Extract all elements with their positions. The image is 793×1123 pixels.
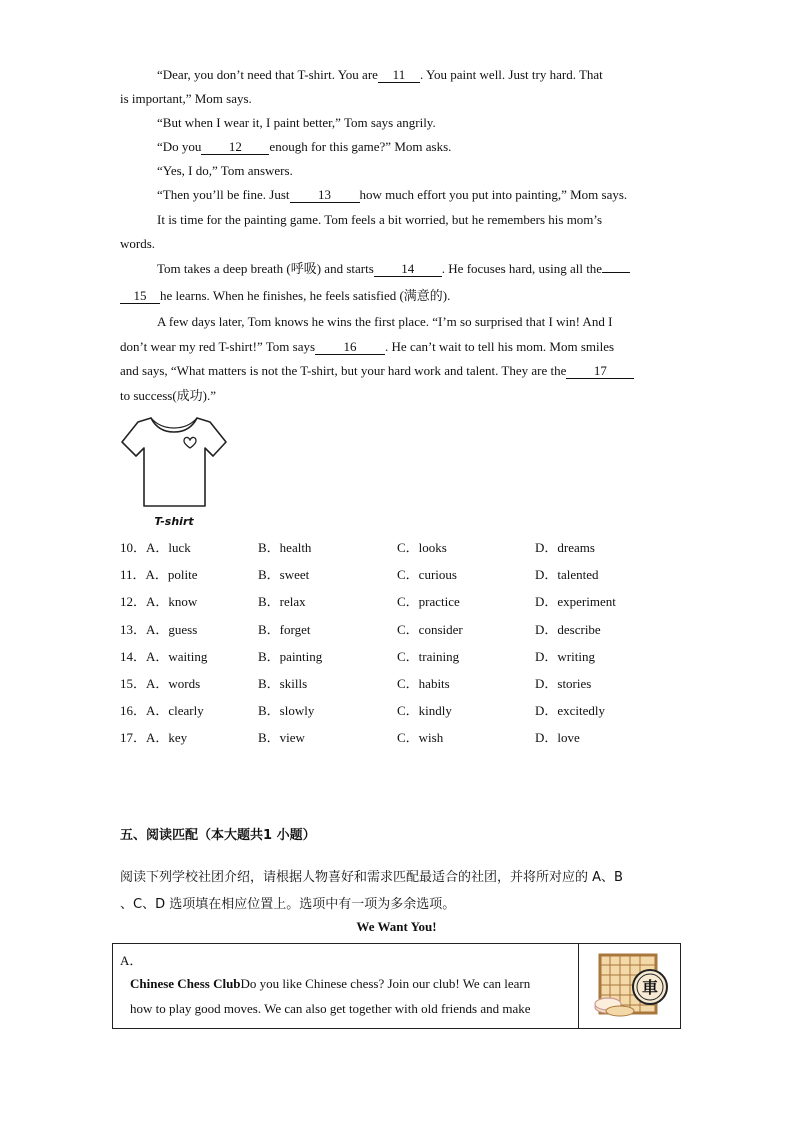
option-a[interactable]: 17．A．key (120, 730, 188, 746)
option-c[interactable]: C．kindly (397, 703, 452, 719)
passage-line: to success(成功).” (120, 388, 217, 403)
passage-line: “Yes, I do,” Tom answers. (157, 163, 293, 178)
passage-line: “Dear, you don’t need that T-shirt. You are 11 . You paint well. Just try hard. That (157, 67, 603, 82)
option-d[interactable]: D．dreams (535, 540, 595, 555)
option-a[interactable]: 16．A．clearly (120, 703, 204, 719)
club-a-text: Chinese Chess ClubDo you like Chinese chess? Join our club! We can learn (130, 976, 531, 991)
divider (578, 944, 579, 1028)
option-c[interactable]: C．training (397, 648, 460, 664)
option-a[interactable]: 13．A．guess (120, 621, 198, 637)
option-row (120, 537, 680, 564)
option-b[interactable]: B．view (258, 730, 305, 746)
tshirt-caption: T-shirt (154, 515, 194, 528)
passage-heading: We Want You! (356, 919, 437, 934)
passage-line: It is time for the painting game. Tom feels a bit worried, but he remembers his mom’s (157, 212, 603, 227)
option-d[interactable]: D．stories (535, 675, 592, 691)
chess-piece-char: 車 (641, 978, 659, 997)
option-d[interactable]: D．experiment (535, 594, 616, 610)
option-row (120, 673, 680, 700)
club-name: Chinese Chess Club (130, 976, 241, 991)
option-a[interactable]: 10．A．luck (120, 540, 191, 555)
option-a[interactable]: 11．A．polite (120, 567, 198, 583)
option-c[interactable]: C．looks (397, 540, 447, 555)
option-row (120, 727, 680, 754)
tshirt-icon (118, 414, 230, 530)
option-b[interactable]: B．forget (258, 621, 311, 637)
option-b[interactable]: B．skills (258, 675, 308, 691)
option-row (120, 619, 680, 646)
blank-12[interactable]: 12 (201, 139, 269, 155)
passage-line: “Do you 12 enough for this game?” Mom asks. (157, 139, 452, 154)
passage-line: is important,” Mom says. (120, 91, 252, 106)
option-b[interactable]: B．sweet (258, 567, 310, 583)
option-a[interactable]: 15．A．words (120, 675, 201, 691)
options-list (120, 537, 680, 755)
passage-line: 15 he learns. When he finishes, he feels satisfied (满意的). (120, 287, 450, 305)
option-c[interactable]: C．practice (397, 594, 460, 610)
option-row (120, 700, 680, 727)
option-d[interactable]: D．excitedly (535, 703, 606, 719)
club-a-box (112, 943, 681, 1029)
chess-image (594, 951, 670, 1021)
chinese-chess-icon (594, 951, 670, 1021)
passage-line: don’t wear my red T-shirt!” Tom says 16 . He can’t wait to tell his mom. Mom smiles (120, 339, 615, 354)
passage-line: A few days later, Tom knows he wins the first place. “I’m so surprised that I win! And I (157, 314, 613, 329)
option-c[interactable]: C．wish (397, 730, 444, 746)
option-c[interactable]: C．habits (397, 675, 450, 691)
passage-line: “Then you’ll be fine. Just 13 how much effort you put into painting,” Mom says. (157, 187, 628, 202)
section-title: 五、阅读匹配（本大题共1 小题） (120, 828, 316, 843)
option-row (120, 564, 680, 591)
option-d[interactable]: D．talented (535, 567, 599, 583)
passage-line: Tom takes a deep breath (呼吸) and starts 14 . He focuses hard, using all the (157, 260, 630, 278)
blank-17[interactable]: 17 (566, 363, 634, 379)
passage-line: “But when I wear it, I paint better,” Tom says angrily. (157, 115, 436, 130)
instruction-line: 阅读下列学校社团介绍，请根据人物喜好和需求匹配最适合的社团，并将所对应的 A、B (120, 870, 623, 885)
blank-15[interactable]: 15 (120, 288, 160, 304)
blank-16[interactable]: 16 (315, 339, 385, 355)
option-d[interactable]: D．love (535, 730, 580, 746)
blank-11[interactable]: 11 (378, 67, 420, 83)
option-c[interactable]: C．curious (397, 567, 457, 583)
tshirt-illustration (118, 414, 230, 530)
option-c[interactable]: C．consider (397, 621, 463, 637)
option-b[interactable]: B．slowly (258, 703, 315, 719)
passage-line: and says, “What matters is not the T-shirt, but your hard work and talent. They are the 17 (120, 362, 634, 380)
option-a[interactable]: 14．A．waiting (120, 648, 208, 664)
instruction-line: 、C、D 选项填在相应位置上。选项中有一项为多余选项。 (120, 897, 456, 912)
option-d[interactable]: D．describe (535, 621, 601, 637)
option-b[interactable]: B．relax (258, 594, 306, 610)
option-d[interactable]: D．writing (535, 648, 595, 664)
blank-14[interactable]: 14 (374, 261, 442, 277)
option-row (120, 646, 680, 673)
blank-13[interactable]: 13 (290, 187, 360, 203)
club-a-text: how to play good moves. We can also get together with old friends and make (130, 1001, 531, 1016)
option-letter: A． (120, 953, 143, 968)
blank-15-start[interactable] (602, 272, 630, 273)
option-row (120, 591, 680, 618)
passage-line: words. (120, 236, 156, 251)
option-a[interactable]: 12．A．know (120, 594, 198, 610)
option-b[interactable]: B．health (258, 540, 312, 555)
option-b[interactable]: B．painting (258, 648, 323, 664)
